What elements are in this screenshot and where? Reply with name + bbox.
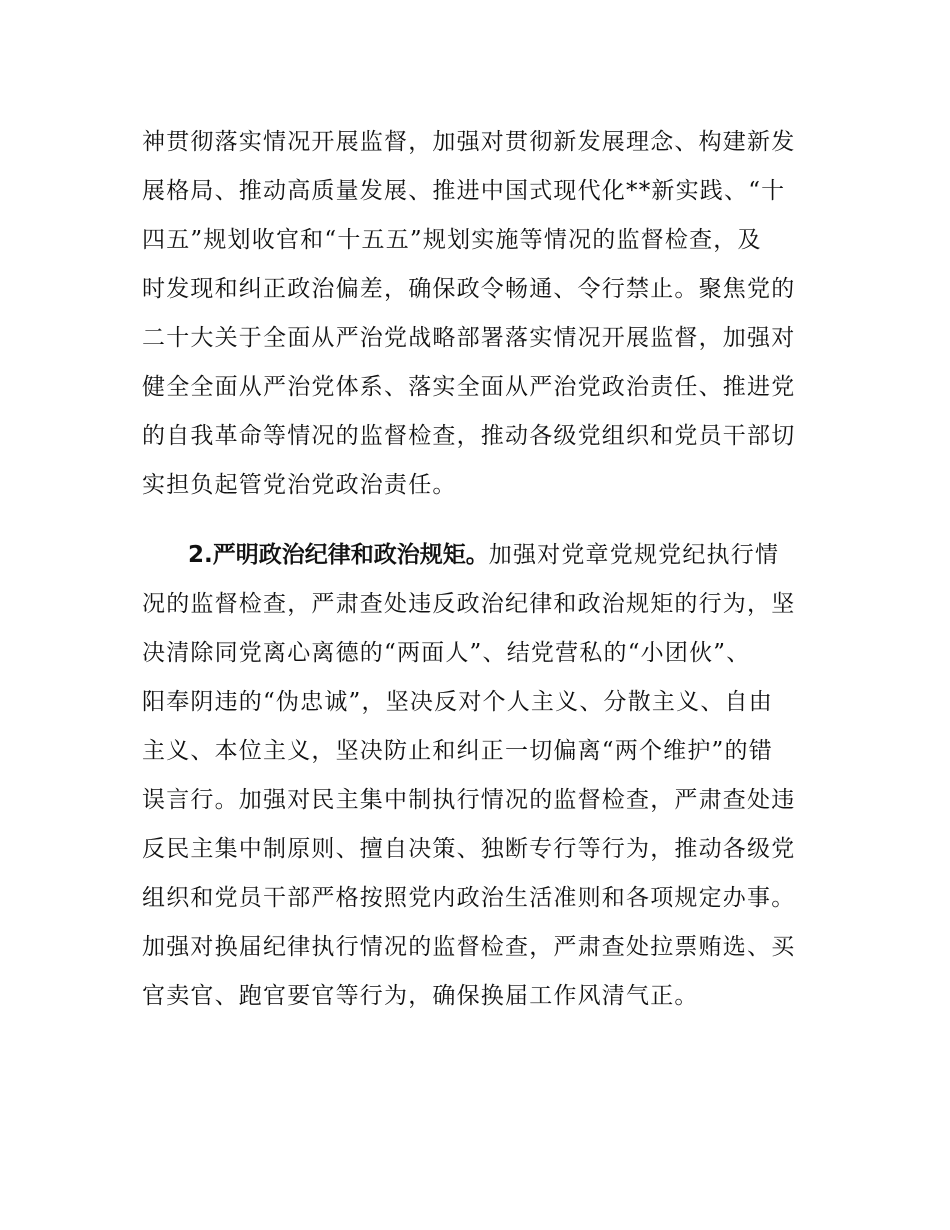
paragraph-2-line-4: 阳奉阴违的“伪忠诚”，坚决反对个人主义、分散主义、自由 xyxy=(142,689,773,715)
paragraph-1-line-2: 展格局、推动高质量发展、推进中国式现代化**新实践、“十 xyxy=(142,178,786,204)
paragraph-2-line-10: 官卖官、跑官要官等行为，确保换届工作风清气正。 xyxy=(142,983,699,1009)
paragraph-1-line-6: 健全全面从严治党体系、落实全面从严治党政治责任、推进党 xyxy=(142,374,796,400)
paragraph-1-line-7: 的自我革命等情况的监督检查，推动各级党组织和党员干部切 xyxy=(142,423,796,449)
paragraph-2-line-8: 组织和党员干部严格按照党内政治生活准则和各项规定办事。 xyxy=(142,885,796,911)
paragraph-1-line-1: 神贯彻落实情况开展监督，加强对贯彻新发展理念、构建新发 xyxy=(142,129,796,155)
paragraph-2-line-5: 主义、本位主义，坚决防止和纠正一切偏离“两个维护”的错 xyxy=(142,738,773,764)
paragraph-2-line-2: 况的监督检查，严肃查处违反政治纪律和政治规矩的行为，坚 xyxy=(142,591,796,617)
paragraph-2-line-9: 加强对换届纪律执行情况的监督检查，严肃查处拉票贿选、买 xyxy=(142,934,796,960)
paragraph-1-line-5: 二十大关于全面从严治党战略部署落实情况开展监督，加强对 xyxy=(142,325,796,351)
paragraph-2-line-1 xyxy=(188,535,779,575)
paragraph-1-line-8: 实担负起管党治党政治责任。 xyxy=(142,472,457,498)
paragraph-1-line-4: 时发现和纠正政治偏差，确保政令畅通、令行禁止。聚焦党的 xyxy=(142,276,796,302)
paragraph-2-line-7: 反民主集中制原则、擅自决策、独断专行等行为，推动各级党 xyxy=(142,836,796,862)
paragraph-1-line-3: 四五”规划收官和“十五五”规划实施等情况的监督检查，及 xyxy=(142,227,762,253)
paragraph-2-line-1-text: 加强对党章党规党纪执行情 xyxy=(488,542,780,568)
paragraph-2-line-6: 误言行。加强对民主集中制执行情况的监督检查，严肃查处违 xyxy=(142,787,796,813)
section-heading: 2.严明政治纪律和政治规矩。 xyxy=(188,542,489,568)
paragraph-2-line-3: 决清除同党离心离德的“两面人”、结党营私的“小团伙”、 xyxy=(142,640,751,666)
